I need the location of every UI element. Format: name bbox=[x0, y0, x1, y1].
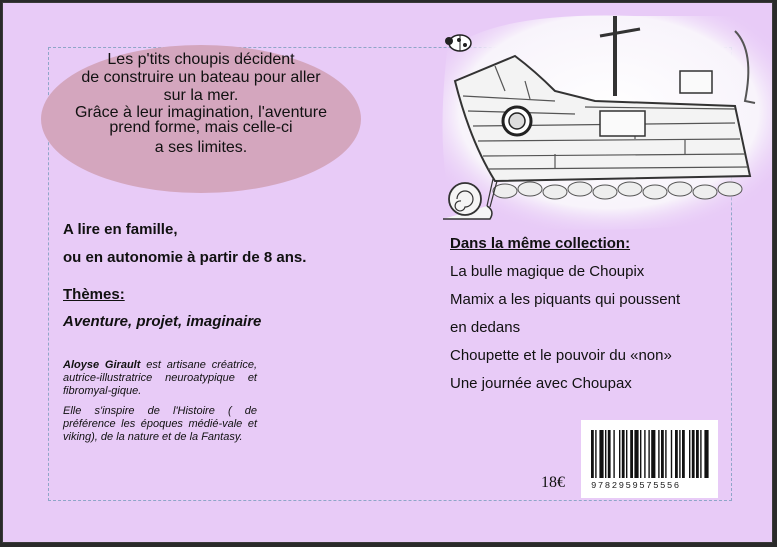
collection-item: La bulle magique de Choupix bbox=[450, 263, 645, 280]
author-bio bbox=[63, 359, 257, 451]
author-bio-paragraph-1 bbox=[63, 359, 257, 398]
barcode-bar bbox=[692, 430, 695, 478]
summary-line: sur la mer. bbox=[163, 87, 239, 104]
barcode-bar bbox=[595, 430, 596, 478]
barcode-bar bbox=[622, 430, 625, 478]
barcode-bar bbox=[626, 430, 627, 478]
author-bio-paragraph-2: Elle s'inspire de l'Histoire ( de préférence les époques médié-vale et viking), de la nature et de la Fantasy. bbox=[63, 405, 257, 443]
themes-heading: Thèmes: bbox=[63, 286, 125, 303]
audience-line-1: A lire en famille, bbox=[63, 221, 178, 238]
summary-line: de construire un bateau pour aller bbox=[81, 69, 321, 86]
barcode-bars bbox=[581, 420, 718, 482]
barcode-bar bbox=[640, 430, 641, 478]
barcode-bar bbox=[634, 430, 638, 478]
barcode-bar bbox=[679, 430, 680, 478]
barcode-bar bbox=[644, 430, 645, 478]
author-name: Aloyse Girault bbox=[63, 359, 141, 371]
barcode-bar bbox=[704, 430, 708, 478]
barcode-bar bbox=[630, 430, 633, 478]
barcode-bar bbox=[619, 430, 620, 478]
barcode-bar bbox=[658, 430, 659, 478]
summary-line: Les p'tits choupis décident bbox=[107, 51, 295, 68]
barcode-bar bbox=[591, 430, 594, 478]
barcode-bar bbox=[599, 430, 603, 478]
barcode-bar bbox=[682, 430, 685, 478]
barcode-bar bbox=[689, 430, 690, 478]
summary-line: prend forme, mais celle-ci bbox=[109, 119, 293, 136]
barcode-bar bbox=[696, 430, 699, 478]
barcode-bar bbox=[651, 430, 655, 478]
barcode-bar bbox=[648, 430, 649, 478]
author-bio-text-1: est artisane créatrice, autrice-illustratrice neuroatypique et fibromyal-gique. bbox=[63, 359, 258, 397]
barcode-bar bbox=[700, 430, 701, 478]
price: 18€ bbox=[541, 474, 565, 491]
ship-illustration bbox=[435, 11, 773, 236]
collection-item: en dedans bbox=[450, 319, 521, 336]
barcode-bar bbox=[605, 430, 606, 478]
barcode-bar bbox=[671, 430, 672, 478]
summary-text bbox=[61, 51, 341, 157]
barcode-bar bbox=[661, 430, 664, 478]
summary-line: a ses limites. bbox=[154, 139, 248, 156]
collection-item: Choupette et le pouvoir du «non» bbox=[450, 347, 672, 364]
back-cover bbox=[2, 2, 773, 543]
ladybug-icon bbox=[445, 35, 471, 51]
barcode-bar bbox=[665, 430, 666, 478]
themes-value: Aventure, projet, imaginaire bbox=[63, 313, 262, 330]
barcode-bar bbox=[675, 430, 678, 478]
collection-list bbox=[450, 261, 680, 401]
collection-item: Mamix a les piquants qui poussent bbox=[450, 291, 681, 308]
collection-heading: Dans la même collection: bbox=[450, 235, 631, 252]
audience-line-2: ou en autonomie à partir de 8 ans. bbox=[63, 249, 307, 266]
summary-line: Grâce à leur imagination, l'aventure bbox=[74, 104, 328, 121]
barcode-bar bbox=[613, 430, 614, 478]
barcode-bar bbox=[608, 430, 611, 478]
barcode-digits: 9782959575556 bbox=[591, 481, 681, 491]
collection-item: Une journée avec Choupax bbox=[450, 375, 632, 392]
